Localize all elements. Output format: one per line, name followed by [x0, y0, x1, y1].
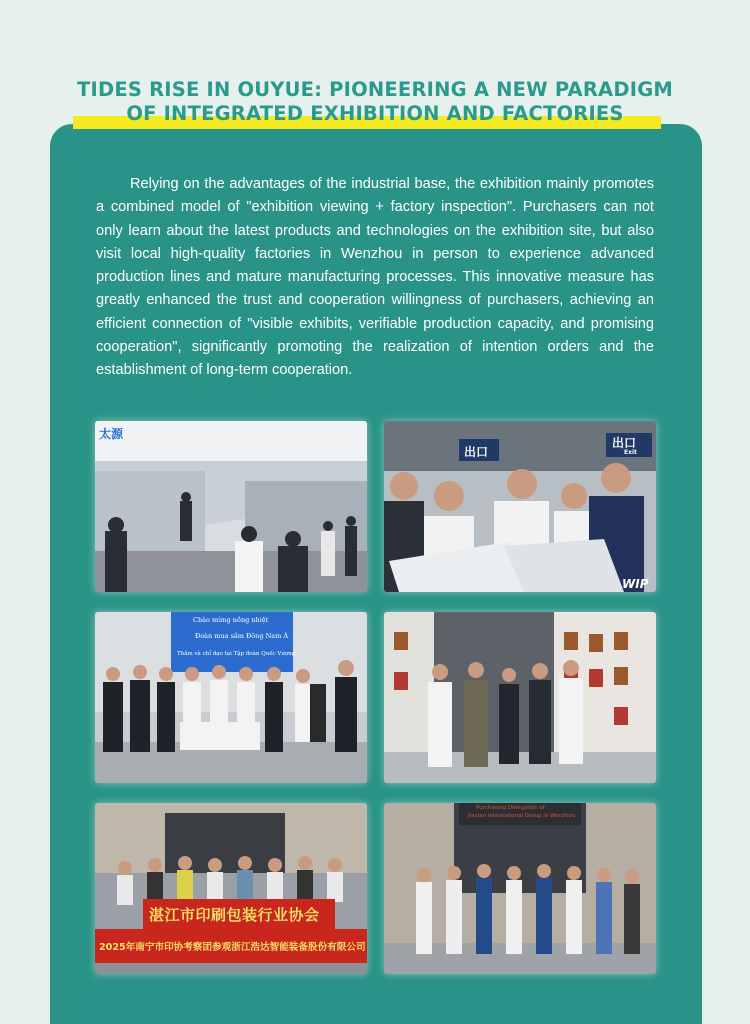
- page-title: [0, 78, 750, 126]
- photo-3-screen-line-3: Thăm và chỉ đạo tại Tập đoàn Quốc Vượng: [177, 651, 296, 657]
- photo-2-watermark: WIP: [622, 577, 649, 591]
- photo-exhibition-hall: [95, 421, 367, 592]
- photo-3-screen-line-1: Chào mừng nồng nhiệt: [193, 616, 269, 624]
- photo-3-screen-line-2: Đoàn mua sắm Đông Nam Á: [195, 632, 289, 640]
- photo-group-entrance: [384, 803, 656, 974]
- photo-5-banner-line-1: 湛江市印刷包装行业协会: [149, 906, 320, 924]
- photo-2-sign-exit: Exit: [624, 449, 637, 456]
- photo-2-sign-left: 出口: [464, 445, 489, 459]
- photo-6-sign-line-2: Jiaxian International Group in Wenzhou: [468, 813, 576, 819]
- photo-showroom-visit: [384, 612, 656, 783]
- body-paragraph: Relying on the advantages of the industrial base, the exhibition mainly promotes a combined model of "exhibition viewing + factory inspection". Purchasers can not only learn about the latest products and technologies on the exhibition site, but also visit local high-quality factories in Wenzhou in person to experience advanced production lines and mature manufacturing processes. This innovative measure has greatly enhanced the trust and cooperation willingness of purchasers, achieving an efficient connection of "visible exhibits, verifiable production capacity, and promising cooperation", significantly promoting the realization of intention orders and the establishment of long-term cooperation.: [96, 176, 654, 379]
- title-line-2: OF INTEGRATED EXHIBITION AND FACTORIES: [126, 102, 624, 125]
- title-line-1: TIDES RISE IN OUYUE: PIONEERING A NEW PARADIGM: [77, 78, 673, 101]
- photo-1-sign: 太源: [99, 427, 124, 441]
- photo-blueprint-review: [384, 421, 656, 592]
- photo-2-sign-right: 出口: [612, 436, 637, 450]
- photo-6-sign-line-1: Purchasing Delegation of: [476, 805, 545, 811]
- photo-group-welcome-screen: [95, 612, 367, 783]
- photo-5-banner-line-2: 2025年南宁市印协考察团参观浙江浩达智能装备股份有限公司: [99, 942, 366, 953]
- photo-group-red-banner: [95, 803, 367, 974]
